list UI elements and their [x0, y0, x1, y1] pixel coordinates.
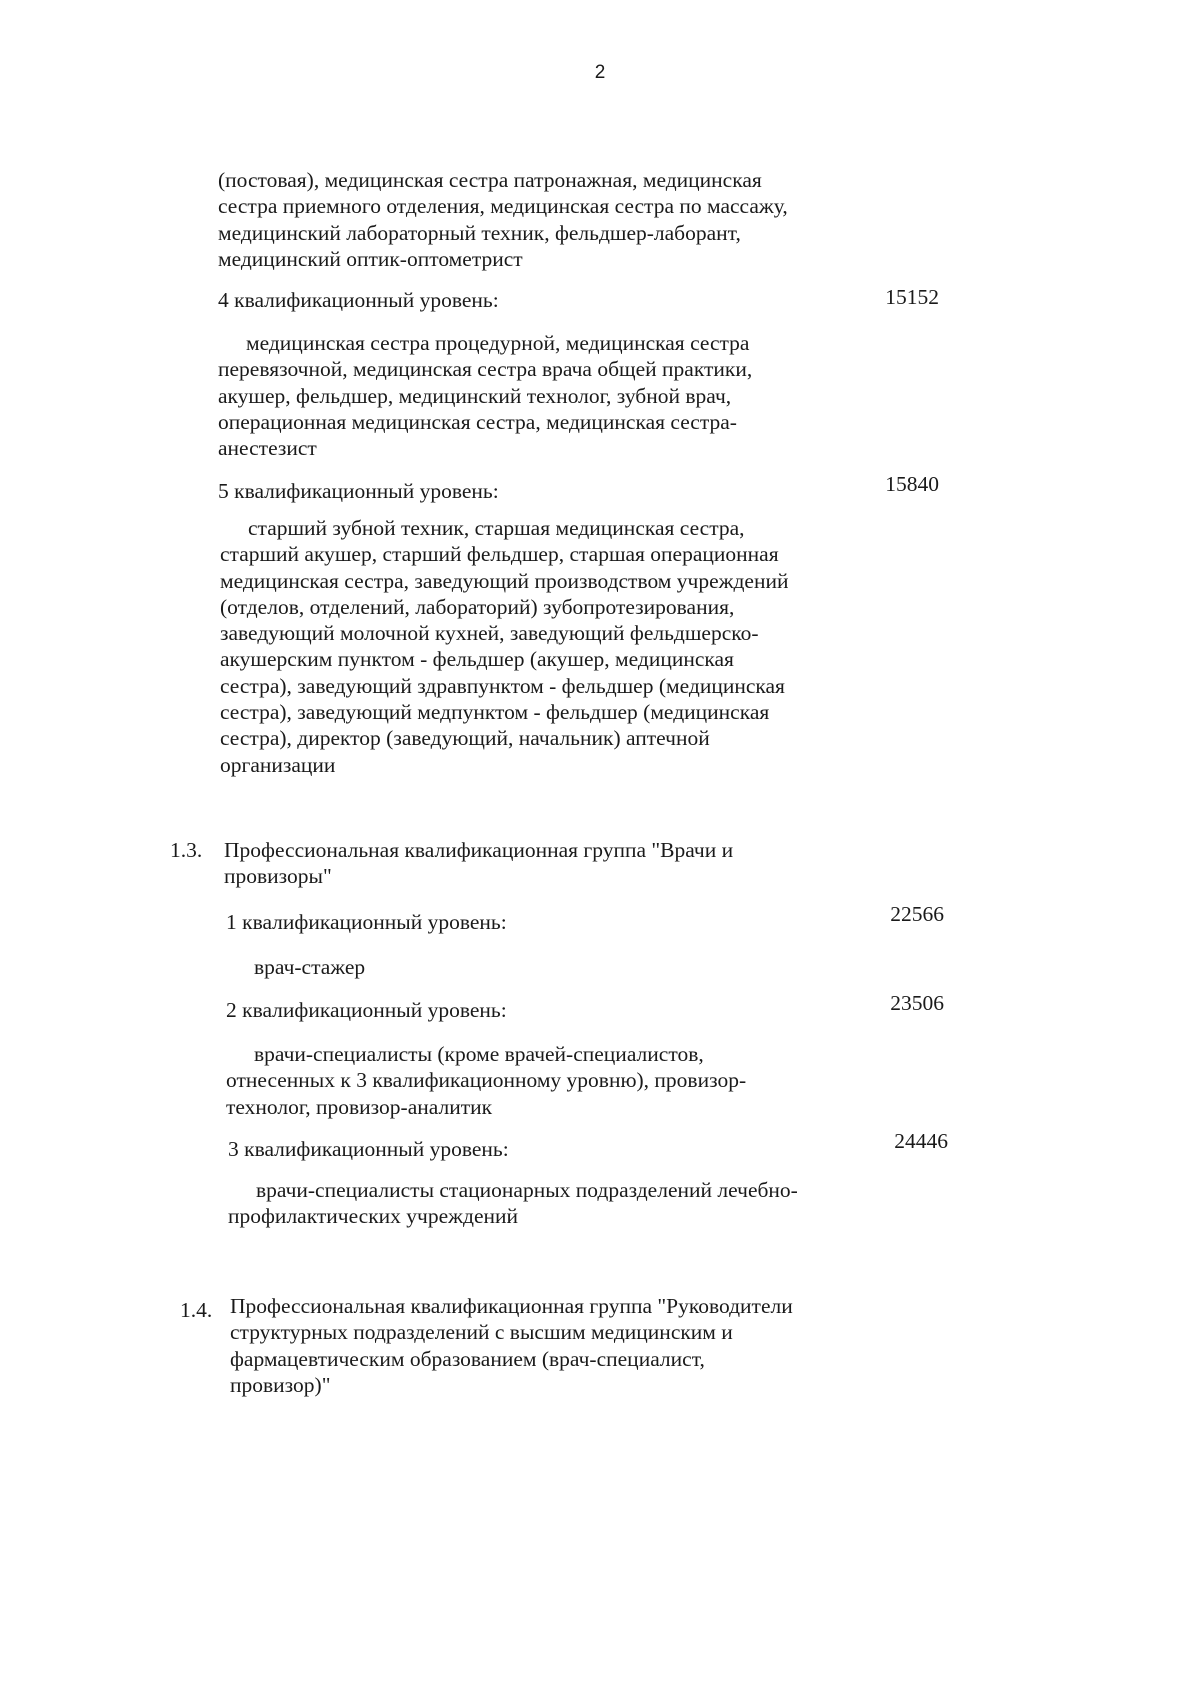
section-1-3-level-3-label: 3 квалификационный уровень: [228, 1137, 509, 1161]
text-line: фармацевтическим образованием (врач-специалист, [230, 1346, 705, 1371]
text-line: сестра), заведующий медпунктом - фельдшер (медицинская [220, 700, 770, 725]
text-line: заведующий молочной кухней, заведующий фельдшерско- [220, 621, 759, 646]
text-line: сестра приемного отделения, медицинская сестра по массажу, [218, 194, 788, 219]
level-4-amount: 15152 [885, 285, 939, 309]
text-line: технолог, провизор-аналитик [226, 1094, 493, 1119]
text-line: медицинская сестра, заведующий производством учреждений [220, 568, 789, 593]
text-line: операционная медицинская сестра, медицинская сестра- [218, 409, 737, 434]
level-4-label: 4 квалификационный уровень: [218, 288, 499, 312]
section-1-4-title [230, 1293, 793, 1398]
text-line: профилактических учреждений [228, 1204, 518, 1229]
text-line: организации [220, 752, 336, 777]
text-line: сестра), заведующий здравпунктом - фельдшер (медицинская [220, 673, 785, 698]
text-line: Профессиональная квалификационная группа "Руководители [230, 1294, 793, 1318]
text-line: перевязочной, медицинская сестра врача общей практики, [218, 357, 753, 382]
text-line: врачи-специалисты стационарных подразделений лечебно- [256, 1178, 798, 1202]
text-line: медицинский лабораторный техник, фельдшер-лаборант, [218, 220, 741, 245]
text-line: врач-стажер [254, 955, 366, 979]
section-1-3-level-1-label: 1 квалификационный уровень: [226, 910, 507, 934]
section-1-3-number: 1.3. [170, 838, 203, 862]
section-1-3-level-2-description [226, 1041, 746, 1120]
text-line: старший зубной техник, старшая медицинская сестра, [248, 516, 745, 540]
section-1-3-level-1-amount: 22566 [890, 902, 944, 926]
text-line: провизоры" [224, 864, 332, 889]
intro-paragraph [218, 167, 788, 272]
section-1-4-number: 1.4. [180, 1298, 213, 1322]
text-line: старший акушер, старший фельдшер, старшая операционная [220, 542, 779, 567]
text-line: (отделов, отделений, лабораторий) зубопротезирования, [220, 594, 735, 619]
text-line: врачи-специалисты (кроме врачей-специалистов, [254, 1042, 704, 1066]
page-number: 2 [594, 62, 606, 83]
section-1-3-title [224, 837, 733, 890]
level-4-description [218, 330, 752, 461]
section-1-3-level-2-amount: 23506 [890, 991, 944, 1015]
text-line: Профессиональная квалификационная группа "Врачи и [224, 838, 734, 862]
text-line: медицинский оптик-оптометрист [218, 246, 523, 271]
section-1-3-level-3-description [228, 1177, 798, 1230]
section-1-3-level-2-label: 2 квалификационный уровень: [226, 998, 507, 1022]
text-line: акушерским пунктом - фельдшер (акушер, медицинская [220, 647, 734, 672]
level-5-label: 5 квалификационный уровень: [218, 479, 499, 503]
text-line: (постовая), медицинская сестра патронажная, медицинская [218, 168, 762, 192]
section-1-3-level-1-description [254, 954, 365, 980]
level-5-amount: 15840 [885, 472, 939, 496]
text-line: медицинская сестра процедурной, медицинская сестра [246, 331, 750, 355]
section-1-3-level-3-amount: 24446 [894, 1129, 948, 1153]
text-line: сестра), директор (заведующий, начальник) аптечной [220, 726, 710, 751]
text-line: отнесенных к 3 квалификационному уровню), провизор- [226, 1068, 747, 1093]
text-line: акушер, фельдшер, медицинский технолог, зубной врач, [218, 383, 732, 408]
text-line: структурных подразделений с высшим медицинским и [230, 1320, 733, 1345]
level-5-description [220, 515, 789, 778]
text-line: анестезист [218, 436, 317, 461]
text-line: провизор)" [230, 1372, 331, 1397]
